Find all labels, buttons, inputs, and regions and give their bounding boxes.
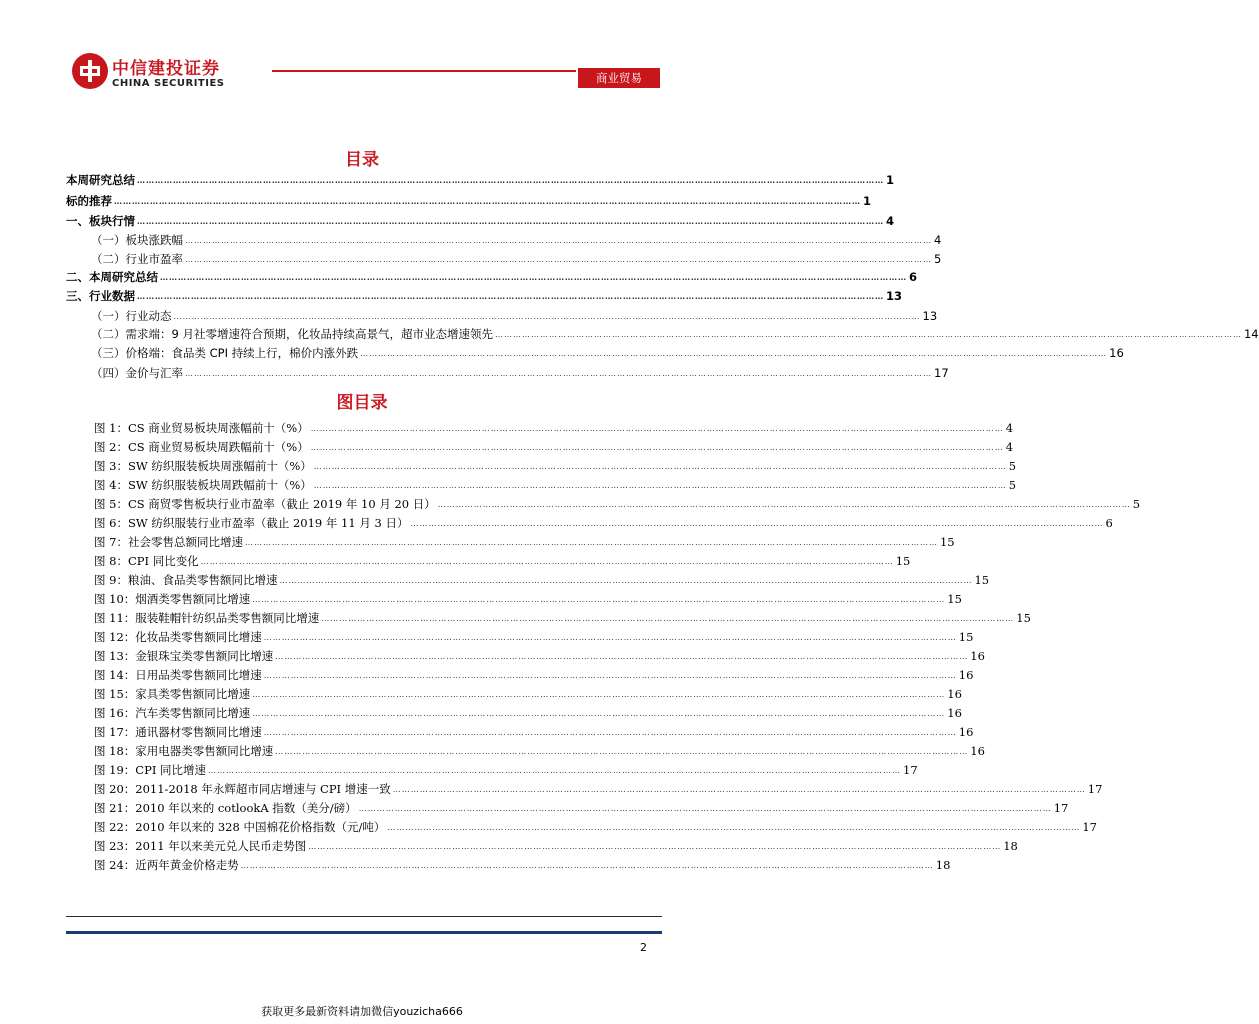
toc-item[interactable]: （三）价格端：食品类 CPI 持续上行，棉价内涨外跌 …………………………………………………………………………………………………………………………………………………………………………………………………………………………… 16 [91, 346, 1124, 360]
figure-item[interactable]: 图 9：粮油、食品类零售额同比增速 …………………………………………………………………………………………………………………………………………………………………………………………………………… 15 [94, 573, 990, 587]
toc-item[interactable]: （四）金价与汇率 …………………………………………………………………………………………………………………………………………………………………………………………………………………………… 17 [91, 366, 949, 380]
figure-item[interactable]: 图 12：化妆品类零售额同比增速 …………………………………………………………………………………………………………………………………………………………………………………………………………… 15 [94, 630, 974, 644]
figure-item[interactable]: 图 24：近两年黄金价格走势 …………………………………………………………………………………………………………………………………………………………………………………………………………… 18 [94, 858, 951, 872]
page-number: 2 [640, 941, 647, 954]
figure-item[interactable]: 图 13：金银珠宝类零售额同比增速 …………………………………………………………………………………………………………………………………………………………………………………………………………… 16 [94, 649, 985, 663]
figure-item[interactable]: 图 15：家具类零售额同比增速 …………………………………………………………………………………………………………………………………………………………………………………………………………… 16 [94, 687, 962, 701]
watermark-text: 获取更多最新资料请加微信youzicha666 [261, 1005, 463, 1018]
figure-item[interactable]: 图 16：汽车类零售额同比增速 …………………………………………………………………………………………………………………………………………………………………………………………………………… 16 [94, 706, 962, 720]
figure-item[interactable]: 图 22：2010 年以来的 328 中国棉花价格指数（元/吨） …………………………………………………………………………………………………………………………………………………………………………………………………………… 17 [94, 820, 1097, 834]
figure-item[interactable]: 图 19：CPI 同比增速 …………………………………………………………………………………………………………………………………………………………………………………………………………… 17 [94, 763, 918, 777]
figure-item[interactable]: 图 4：SW 纺织服装板块周跌幅前十（%） …………………………………………………………………………………………………………………………………………………………………………………………………………… 5 [94, 478, 1017, 492]
company-name-cn: 中信建投证券 [112, 59, 220, 79]
figure-item[interactable]: 图 11：服装鞋帽针纺织品类零售额同比增速 …………………………………………………………………………………………………………………………………………………………………………………………………………… 15 [94, 611, 1031, 625]
figure-item[interactable]: 图 14：日用品类零售额同比增速 …………………………………………………………………………………………………………………………………………………………………………………………………………… 16 [94, 668, 974, 682]
toc-item[interactable]: （一）板块涨跌幅 …………………………………………………………………………………………………………………………………………………………………………………………………………………………… 4 [91, 233, 942, 247]
figure-item[interactable]: 图 17：通讯器材零售额同比增速 …………………………………………………………………………………………………………………………………………………………………………………………………………… 16 [94, 725, 974, 739]
toc-item[interactable]: 二、本周研究总结 …………………………………………………………………………………………………………………………………………………………………………………………………………………………… 6 [66, 270, 918, 284]
figure-item[interactable]: 图 3：SW 纺织服装板块周涨幅前十（%） …………………………………………………………………………………………………………………………………………………………………………………………………………… 5 [94, 459, 1017, 473]
figure-item[interactable]: 图 6：SW 纺织服装行业市盈率（截止 2019 年 11 月 3 日） …………………………………………………………………………………………………………………………………………………………………………………………………………… 6 [94, 516, 1113, 530]
figure-list-title: 图目录 [336, 393, 388, 413]
figure-item[interactable]: 图 10：烟酒类零售额同比增速 …………………………………………………………………………………………………………………………………………………………………………………………………………… 15 [94, 592, 962, 606]
header-divider [272, 70, 576, 72]
toc-item[interactable]: （二）需求端：9 月社零增速符合预期，化妆品持续高景气，超市业态增速领先 …………………………………………………………………………………………………………………………………………………………………………………………………………………………… 14 [91, 327, 1259, 341]
company-name-en: CHINA SECURITIES [112, 78, 225, 89]
footer-bar [66, 931, 662, 934]
toc-item[interactable]: （一）行业动态 …………………………………………………………………………………………………………………………………………………………………………………………………………………………… 13 [91, 309, 938, 323]
figure-item[interactable]: 图 5：CS 商贸零售板块行业市盈率（截止 2019 年 10 月 20 日） …………………………………………………………………………………………………………………………………………………………………………………………………………… 5 [94, 497, 1141, 511]
figure-item[interactable]: 图 21：2010 年以来的 cotlookA 指数（美分/磅） …………………………………………………………………………………………………………………………………………………………………………………………………………… 17 [94, 801, 1069, 815]
toc-item[interactable]: 一、板块行情 …………………………………………………………………………………………………………………………………………………………………………………………………………………………… 4 [66, 214, 895, 228]
figure-item[interactable]: 图 1：CS 商业贸易板块周涨幅前十（%） …………………………………………………………………………………………………………………………………………………………………………………………………………… 4 [94, 421, 1014, 435]
figure-item[interactable]: 图 8：CPI 同比变化 …………………………………………………………………………………………………………………………………………………………………………………………………………… 15 [94, 554, 911, 568]
toc-title: 目录 [345, 150, 379, 170]
figure-item[interactable]: 图 2：CS 商业贸易板块周跌幅前十（%） …………………………………………………………………………………………………………………………………………………………………………………………………………… 4 [94, 440, 1014, 454]
company-logo-icon [72, 53, 108, 89]
figure-item[interactable]: 图 18：家用电器类零售额同比增速 …………………………………………………………………………………………………………………………………………………………………………………………………………… 16 [94, 744, 985, 758]
toc-item[interactable]: 三、行业数据 …………………………………………………………………………………………………………………………………………………………………………………………………………………………… 13 [66, 289, 903, 303]
figure-item[interactable]: 图 20：2011-2018 年永辉超市同店增速与 CPI 增速一致 …………………………………………………………………………………………………………………………………………………………………………………………………………… 17 [94, 782, 1103, 796]
figure-item[interactable]: 图 23：2011 年以来美元兑人民币走势图 …………………………………………………………………………………………………………………………………………………………………………………………………………… 18 [94, 839, 1018, 853]
toc-item[interactable]: 本周研究总结 …………………………………………………………………………………………………………………………………………………………………………………………………………………………… 1 [66, 173, 895, 187]
industry-tag: 商业贸易 [578, 68, 660, 88]
footer-divider [66, 916, 662, 917]
figure-item[interactable]: 图 7：社会零售总额同比增速 …………………………………………………………………………………………………………………………………………………………………………………………………………… 15 [94, 535, 955, 549]
toc-item[interactable]: 标的推荐 …………………………………………………………………………………………………………………………………………………………………………………………………………………………… 1 [66, 194, 872, 208]
toc-item[interactable]: （二）行业市盈率 …………………………………………………………………………………………………………………………………………………………………………………………………………………………… 5 [91, 252, 942, 266]
